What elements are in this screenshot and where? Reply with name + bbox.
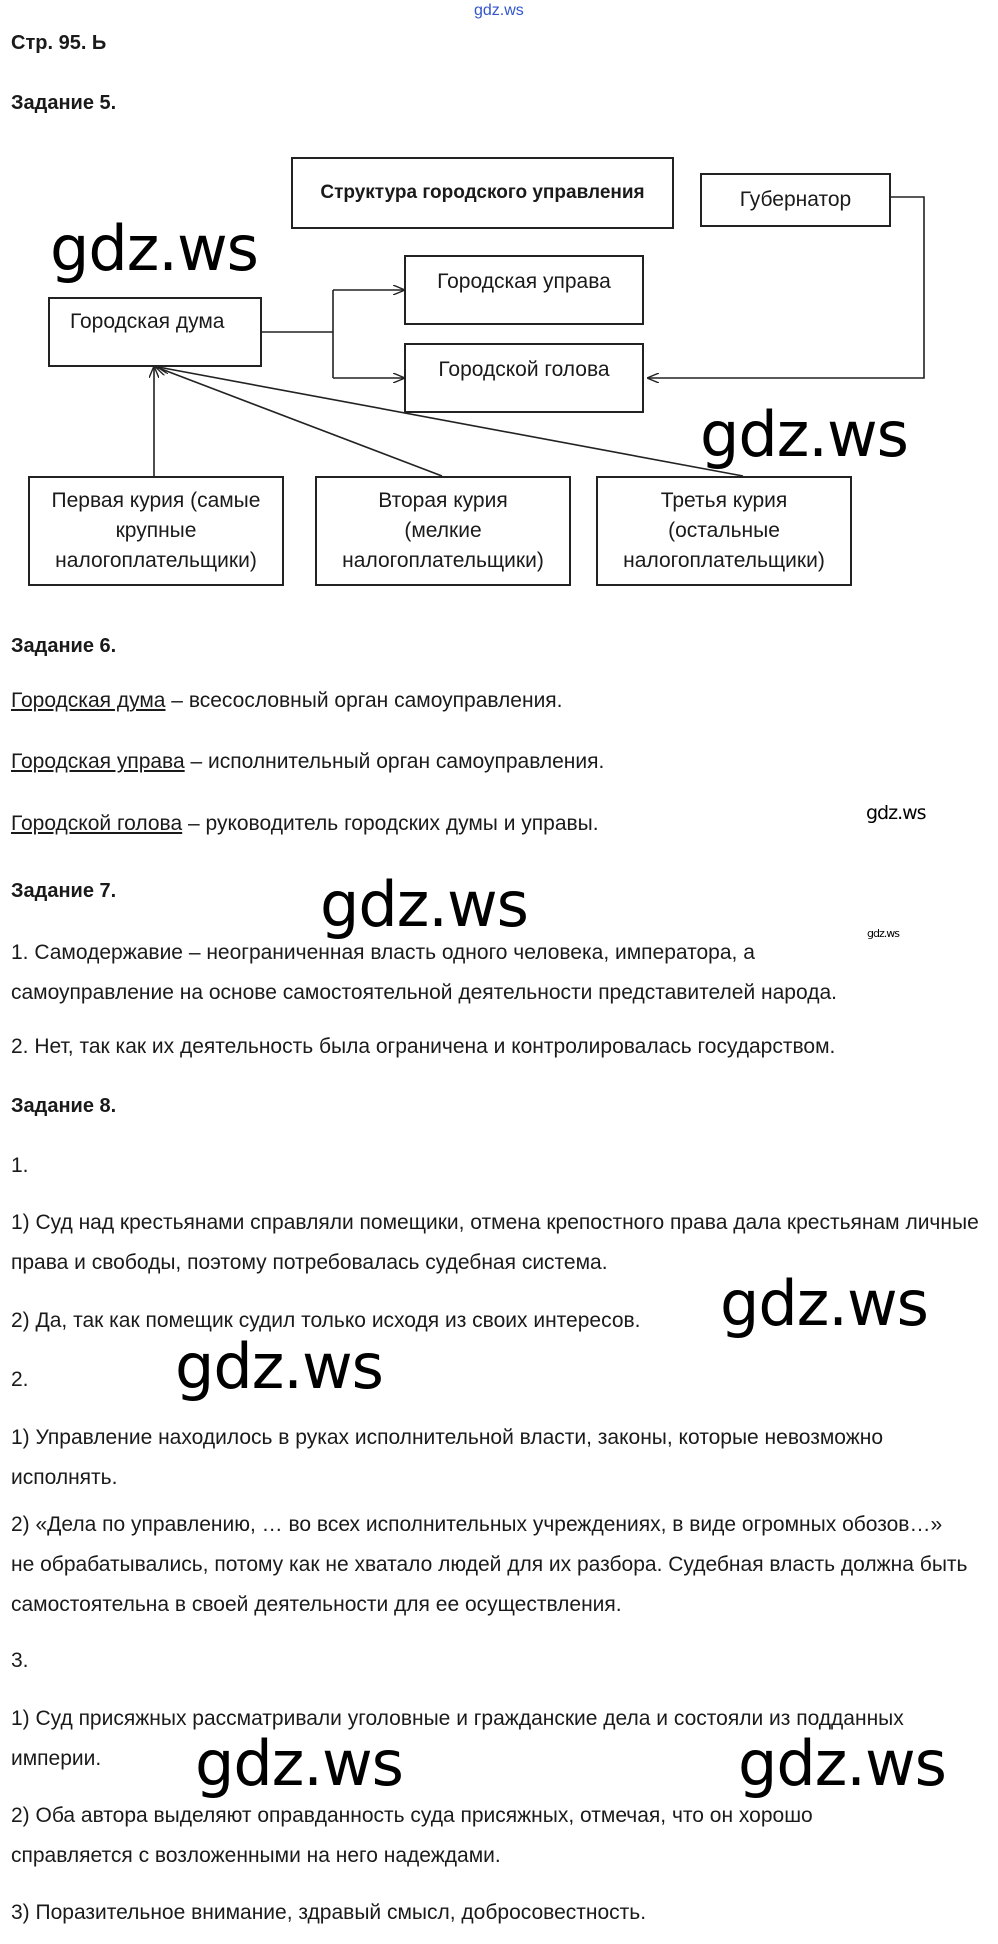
watermark: gdz.ws bbox=[50, 212, 258, 285]
watermark: gdz.ws bbox=[866, 802, 926, 824]
task8-s3-a: 1) Суд присяжных рассматривали уголовные и гражданские дела и состояли из подданных империи. bbox=[11, 1707, 904, 1770]
task8-s1-b: 2) Да, так как помещик судил только исходя из своих интересов. bbox=[11, 1309, 641, 1332]
city-duma-box: Городская дума bbox=[48, 297, 262, 367]
task5-heading: Задание 5. bbox=[11, 92, 117, 114]
task7-p2: 2. Нет, так как их деятельность была ограничена и контролировалась государством. bbox=[11, 1035, 836, 1058]
task7-p1: 1. Самодержавие – неограниченная власть одного человека, императора, а самоуправление на основе самостоятельной деятельности представителей народа. bbox=[11, 941, 837, 1004]
page-reference: Стр. 95. Ь bbox=[11, 32, 107, 54]
task6-item-golova bbox=[11, 804, 599, 844]
term-golova: Городской голова bbox=[11, 812, 183, 835]
def-uprava: – исполнительный орган самоуправления. bbox=[184, 750, 605, 773]
watermark: gdz.ws bbox=[195, 1727, 403, 1800]
diagram-title-box: Структура городского управления bbox=[291, 157, 674, 229]
task6-item-uprava bbox=[11, 742, 604, 782]
curia3-box: Третья курия (остальные налогоплательщики) bbox=[596, 476, 852, 586]
task8-s3: 3. bbox=[11, 1649, 29, 1672]
task8-s1: 1. bbox=[11, 1154, 29, 1177]
curia1-box: Первая курия (самые крупные налогоплательщики) bbox=[28, 476, 284, 586]
def-duma: – всесословный орган самоуправления. bbox=[165, 689, 563, 712]
task7-heading: Задание 7. bbox=[11, 880, 117, 902]
header-watermark: gdz.ws bbox=[474, 2, 524, 19]
term-uprava: Городская управа bbox=[11, 750, 185, 773]
watermark: gdz.ws bbox=[320, 868, 528, 941]
task8-s1-a: 1) Суд над крестьянами справляли помещики, отмена крепостного права дала крестьянам личные права и свободы, поэтому потребовалась судебная система. bbox=[11, 1211, 979, 1274]
city-golova-box: Городской голова bbox=[404, 343, 644, 413]
governor-box: Губернатор bbox=[700, 173, 891, 227]
task8-s3-b: 2) Оба автора выделяют оправданность суда присяжных, отмечая, что он хорошо справляется с возложенными на него надеждами. bbox=[11, 1804, 813, 1867]
task8-heading: Задание 8. bbox=[11, 1095, 117, 1117]
def-golova: – руководитель городских думы и управы. bbox=[182, 812, 599, 835]
watermark: gdz.ws bbox=[867, 927, 899, 940]
task8-s2-a: 1) Управление находилось в руках исполнительной власти, законы, которые невозможно исполнять. bbox=[11, 1426, 884, 1489]
watermark: gdz.ws bbox=[720, 1267, 928, 1340]
watermark: gdz.ws bbox=[700, 398, 908, 471]
term-duma: Городская дума bbox=[11, 689, 166, 712]
task6-heading: Задание 6. bbox=[11, 635, 117, 657]
city-uprava-box: Городская управа bbox=[404, 255, 644, 325]
task8-s3-c: 3) Поразительное внимание, здравый смысл, добросовестность. bbox=[11, 1901, 647, 1924]
task6-item-duma bbox=[11, 681, 563, 721]
task8-s2: 2. bbox=[11, 1368, 29, 1391]
duma-branch-connector bbox=[262, 290, 404, 378]
watermark: gdz.ws bbox=[175, 1330, 383, 1403]
task8-s2-b: 2) «Дела по управлению, … во всех исполнительных учреждениях, в виде огромных обозов…» не обрабатывались, потому как не хватало людей для их разбора. Судебная власть должна быть самостоятельна в своей деятельности для ее осуществления. bbox=[11, 1513, 968, 1616]
curia2-box: Вторая курия (мелкие налогоплательщики) bbox=[315, 476, 571, 586]
watermark: gdz.ws bbox=[738, 1727, 946, 1800]
